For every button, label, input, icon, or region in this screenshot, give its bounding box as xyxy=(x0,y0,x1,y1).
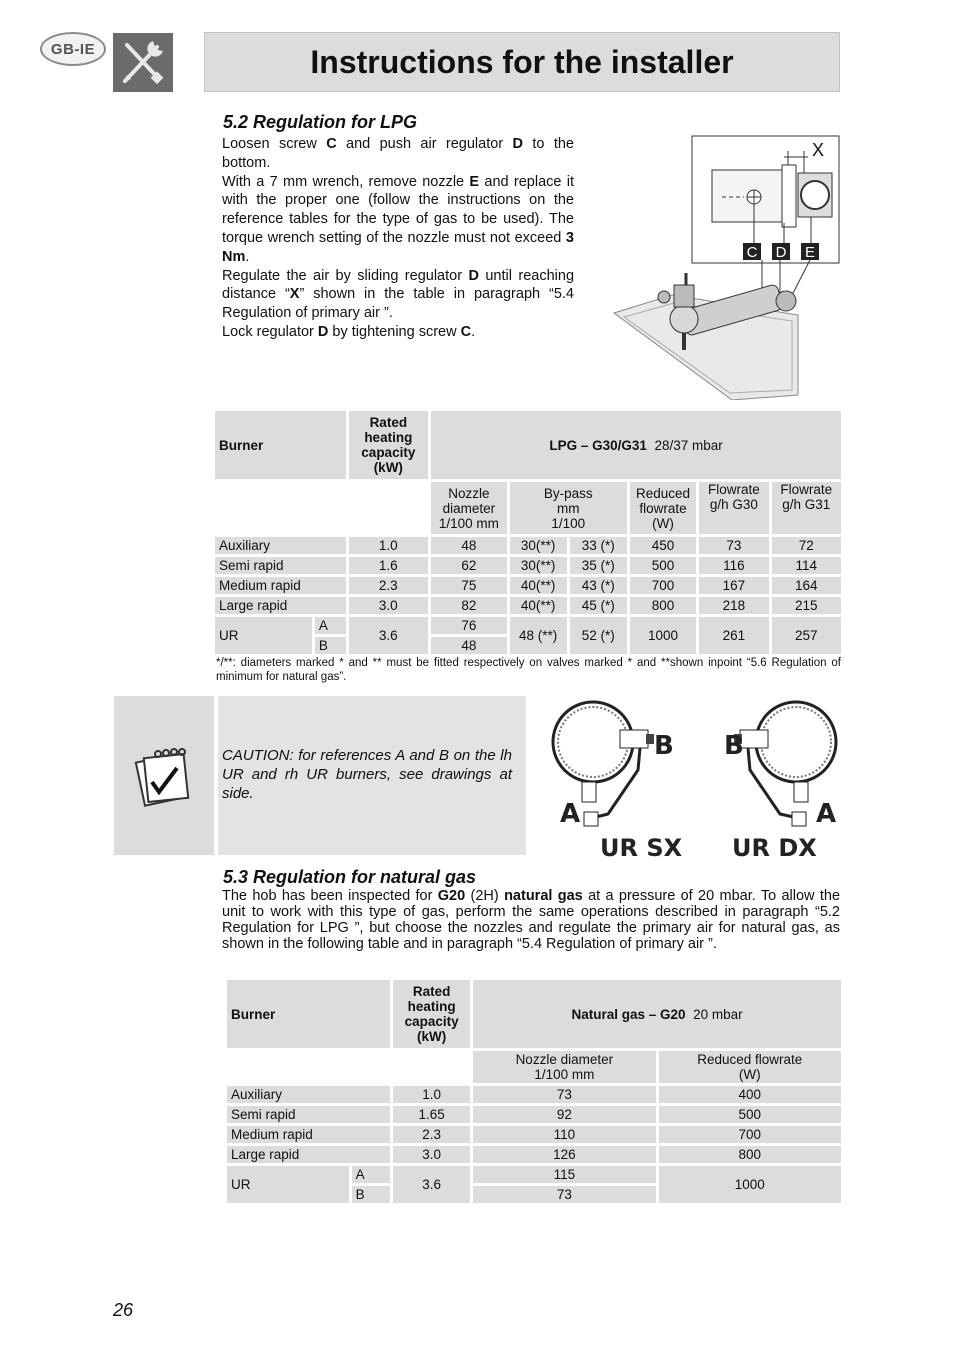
ur-dx-label: UR DX xyxy=(732,834,817,860)
table-row: Semi rapid 1.65 92 500 xyxy=(227,1106,841,1123)
table-row-ur-b: B 73 xyxy=(227,1186,841,1203)
table-row: Auxiliary 1.0 48 30(**) 33 (*) 450 73 72 xyxy=(215,537,841,554)
subheader-reduced: Reduced flowrate (W) xyxy=(630,482,696,534)
page-title-bar xyxy=(204,32,840,92)
table-row-ur-a: UR A 3.6 115 1000 xyxy=(227,1166,841,1183)
page-title: Instructions for the installer xyxy=(310,43,734,80)
lpg-instructions xyxy=(222,135,574,342)
table-row-ur-a: UR A 3.6 76 48 (**) 52 (*) 1000 261 257 xyxy=(215,617,841,634)
header-burner: Burner xyxy=(227,980,390,1048)
nozzle-regulator-diagram xyxy=(612,135,844,400)
tools-icon xyxy=(113,33,173,92)
lpg-step-4: Lock regulator D by tightening screw C. xyxy=(222,323,476,340)
table-row: Medium rapid 2.3 75 40(**) 43 (*) 700 167 164 xyxy=(215,577,841,594)
natural-gas-nozzle-table xyxy=(224,977,844,1206)
subheader-g31: Flowrate g/h G31 xyxy=(772,482,841,534)
diagram-label-e: E xyxy=(804,244,816,261)
header-burner: Burner xyxy=(215,411,346,479)
lpg-step-3: Regulate the air by sliding regulator D until reaching distance “X” shown in the table in paragraph “5.4 Regulation of primary air ”. xyxy=(222,267,575,322)
table-row: Medium rapid 2.3 110 700 xyxy=(227,1126,841,1143)
header-gas-type: Natural gas – G20 20 mbar xyxy=(473,980,841,1048)
table-row: Large rapid 3.0 82 40(**) 45 (*) 800 218 215 xyxy=(215,597,841,614)
subheader-g30: Flowrate g/h G30 xyxy=(699,482,768,534)
page-number: 26 xyxy=(113,1300,134,1320)
subheader-reduced: Reduced flowrate (W) xyxy=(659,1051,841,1083)
notepad-check-icon xyxy=(134,746,196,808)
table-row: Semi rapid 1.6 62 30(**) 35 (*) 500 116 114 xyxy=(215,557,841,574)
subheader-bypass: By-pass mm 1/100 xyxy=(510,482,627,534)
header-rated-capacity: Rated heating capacity (kW) xyxy=(349,411,429,479)
ur-sx-label: UR SX xyxy=(600,834,683,860)
diagram-label-d: D xyxy=(775,244,787,261)
table-row: Large rapid 3.0 126 800 xyxy=(227,1146,841,1163)
natural-gas-instructions: The hob has been inspected for G20 (2H) natural gas at a pressure of 20 mbar. To allow the unit to work with this type of gas, perform the same operations described in paragraph “5.2 Regulation for LPG ”, but choose the nozzles and regulate the primary air for natural gas, as shown in the following table and in paragraph “5.4 Regulation of primary air ”. xyxy=(222,888,841,952)
left-label-b: B xyxy=(654,731,674,761)
header-gas-type: LPG – G30/G31 28/37 mbar xyxy=(431,411,841,479)
section-heading-lpg: 5.2 Regulation for LPG xyxy=(223,112,418,132)
right-label-b: B xyxy=(724,731,744,761)
diagram-label-x: X xyxy=(812,140,825,160)
language-badge: GB-IE xyxy=(40,32,106,66)
lpg-step-1: Loosen screw C and push air regulator D to the bottom. xyxy=(222,136,574,171)
subheader-nozzle: Nozzle diameter 1/100 mm xyxy=(431,482,507,534)
ur-burner-drawings xyxy=(548,690,843,860)
table-footnote: */**: diameters marked * and ** must be fitted respectively on valves marked * and **shown inpoint “5.6 Regulation of minimum for natural gas”. xyxy=(216,657,841,683)
header-rated-capacity: Rated heating capacity (kW) xyxy=(393,980,470,1048)
caution-text: CAUTION: for references A and B on the lh UR and rh UR burners, see drawings at side. xyxy=(222,747,512,802)
table-row-ur-b: B 48 xyxy=(215,637,841,654)
lpg-step-2: With a 7 mm wrench, remove nozzle E and replace it with the proper one (follow the instructions on the reference tables for the type of gas to be used). The torque wrench setting of the nozzle must not exceed 3 Nm. xyxy=(222,173,574,265)
table-row: Auxiliary 1.0 73 400 xyxy=(227,1086,841,1103)
diagram-label-c: C xyxy=(746,244,758,261)
right-label-a: A xyxy=(816,799,837,829)
subheader-nozzle: Nozzle diameter 1/100 mm xyxy=(473,1051,655,1083)
section-heading-natural-gas: 5.3 Regulation for natural gas xyxy=(223,867,477,887)
lpg-nozzle-table xyxy=(212,408,844,657)
left-label-a: A xyxy=(560,799,581,829)
